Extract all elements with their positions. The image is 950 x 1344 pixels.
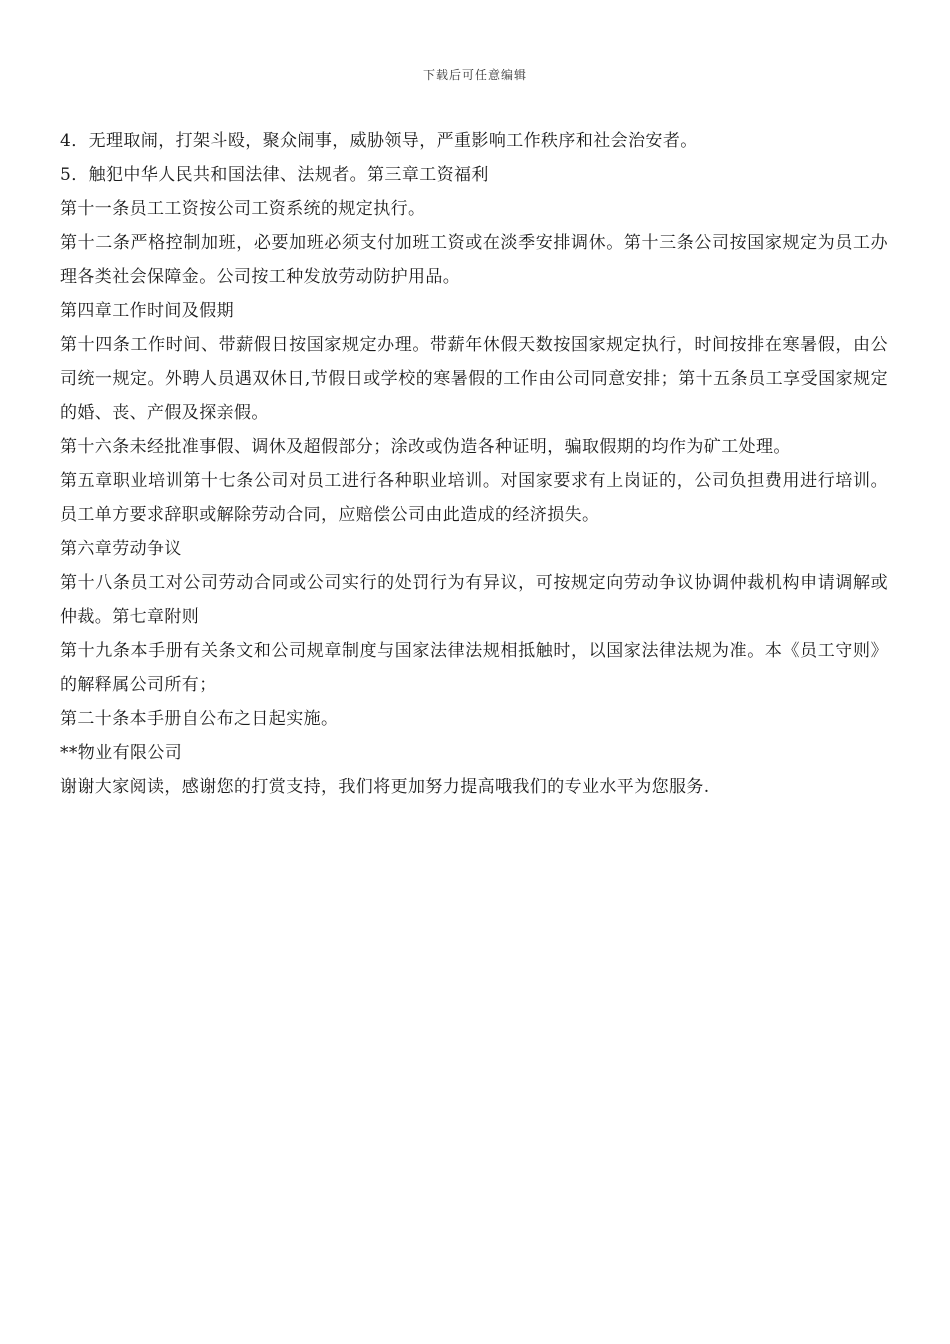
paragraph-article-16: 第十六条未经批准事假、调休及超假部分；涂改或伪造各种证明，骗取假期的均作为矿工处理。 [60, 437, 791, 457]
paragraph-article-18: 第十八条员工对公司劳动合同或公司实行的处罚行为有异议，可按规定向劳动争议协调仲裁机构申请调解或仲裁。第七章附则 [60, 573, 888, 627]
company-name: **物业有限公司 [60, 743, 183, 763]
chapter-heading-6: 第六章劳动争议 [60, 539, 182, 559]
paragraph-article-11: 第十一条员工工资按公司工资系统的规定执行。 [60, 199, 426, 219]
page-header-note: 下载后可任意编辑 [422, 68, 527, 82]
chapter-heading-4: 第四章工作时间及假期 [60, 301, 234, 321]
paragraph-article-19: 第十九条本手册有关条文和公司规章制度与国家法律法规相抵触时，以国家法律法规为准。本《员工守则》的解释属公司所有； [60, 641, 888, 695]
document-body [60, 124, 888, 804]
paragraph-article-14-15: 第十四条工作时间、带薪假日按国家规定办理。带薪年休假天数按国家规定执行，时间按排在寒暑假，由公司统一规定。外聘人员遇双休日,节假日或学校的寒暑假的工作由公司同意安排；第十五条员工享受国家规定的婚、丧、产假及探亲假。 [60, 335, 888, 423]
paragraph-article-12-13: 第十二条严格控制加班，必要加班必须支付加班工资或在淡季安排调休。第十三条公司按国家规定为员工办理各类社会保障金。公司按工种发放劳动防护用品。 [60, 233, 888, 287]
closing-thanks: 谢谢大家阅读，感谢您的打赏支持，我们将更加努力提高哦我们的专业水平为您服务. [60, 777, 710, 797]
paragraph-chapter-5-article-17: 第五章职业培训第十七条公司对员工进行各种职业培训。对国家要求有上岗证的，公司负担费用进行培训。员工单方要求辞职或解除劳动合同，应赔偿公司由此造成的经济损失。 [60, 471, 888, 525]
paragraph-item-5: 5．触犯中华人民共和国法律、法规者。第三章工资福利 [60, 165, 489, 185]
paragraph-article-20: 第二十条本手册自公布之日起实施。 [60, 709, 339, 729]
paragraph-item-4: 4．无理取闹，打架斗殴，聚众闹事，威胁领导，严重影响工作秩序和社会治安者。 [60, 131, 698, 151]
